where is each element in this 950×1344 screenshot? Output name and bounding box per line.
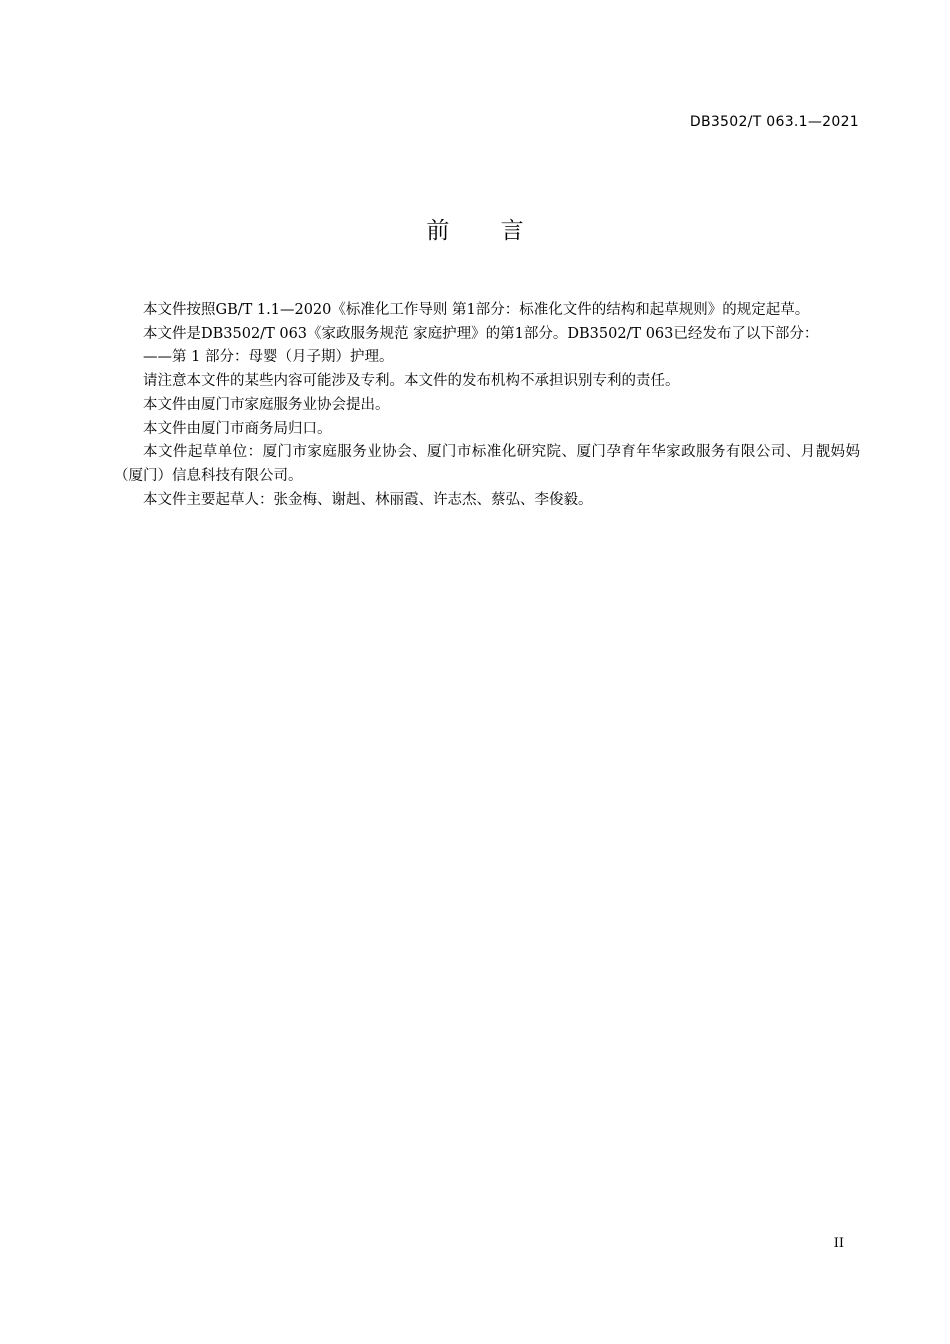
document-code: DB3502/T 063.1—2021 (689, 114, 859, 130)
page-number: II (833, 1236, 844, 1251)
paragraph-drafting-units: 本文件起草单位：厦门市家庭服务业协会、厦门市标准化研究院、厦门孕育年华家政服务有限公司、月靓妈妈（厦门）信息科技有限公司。 (114, 444, 860, 484)
paragraph-patent-notice: 请注意本文件的某些内容可能涉及专利。本文件的发布机构不承担识别专利的责任。 (143, 373, 680, 390)
page-title: 前 言 (426, 218, 546, 244)
paragraph-document-part: 本文件是DB3502/T 063《家政服务规范 家庭护理》的第1部分。DB3502/T 063已经发布了以下部分： (143, 325, 819, 342)
foreword-body (114, 299, 860, 512)
paragraph-proposer: 本文件由厦门市家庭服务业协会提出。 (143, 396, 390, 413)
paragraph-drafting-rules: 本文件按照GB/T 1.1—2020《标准化工作导则 第1部分：标准化文件的结构和起草规则》的规定起草。 (143, 302, 810, 318)
paragraph-drafters: 本文件主要起草人：张金梅、谢赳、林丽霞、许志杰、蔡弘、李俊毅。 (143, 491, 593, 508)
paragraph-centralized-unit: 本文件由厦门市商务局归口。 (143, 420, 332, 437)
paragraph-part-list-item: ——第 1 部分：母婴（月子期）护理。 (143, 349, 394, 366)
